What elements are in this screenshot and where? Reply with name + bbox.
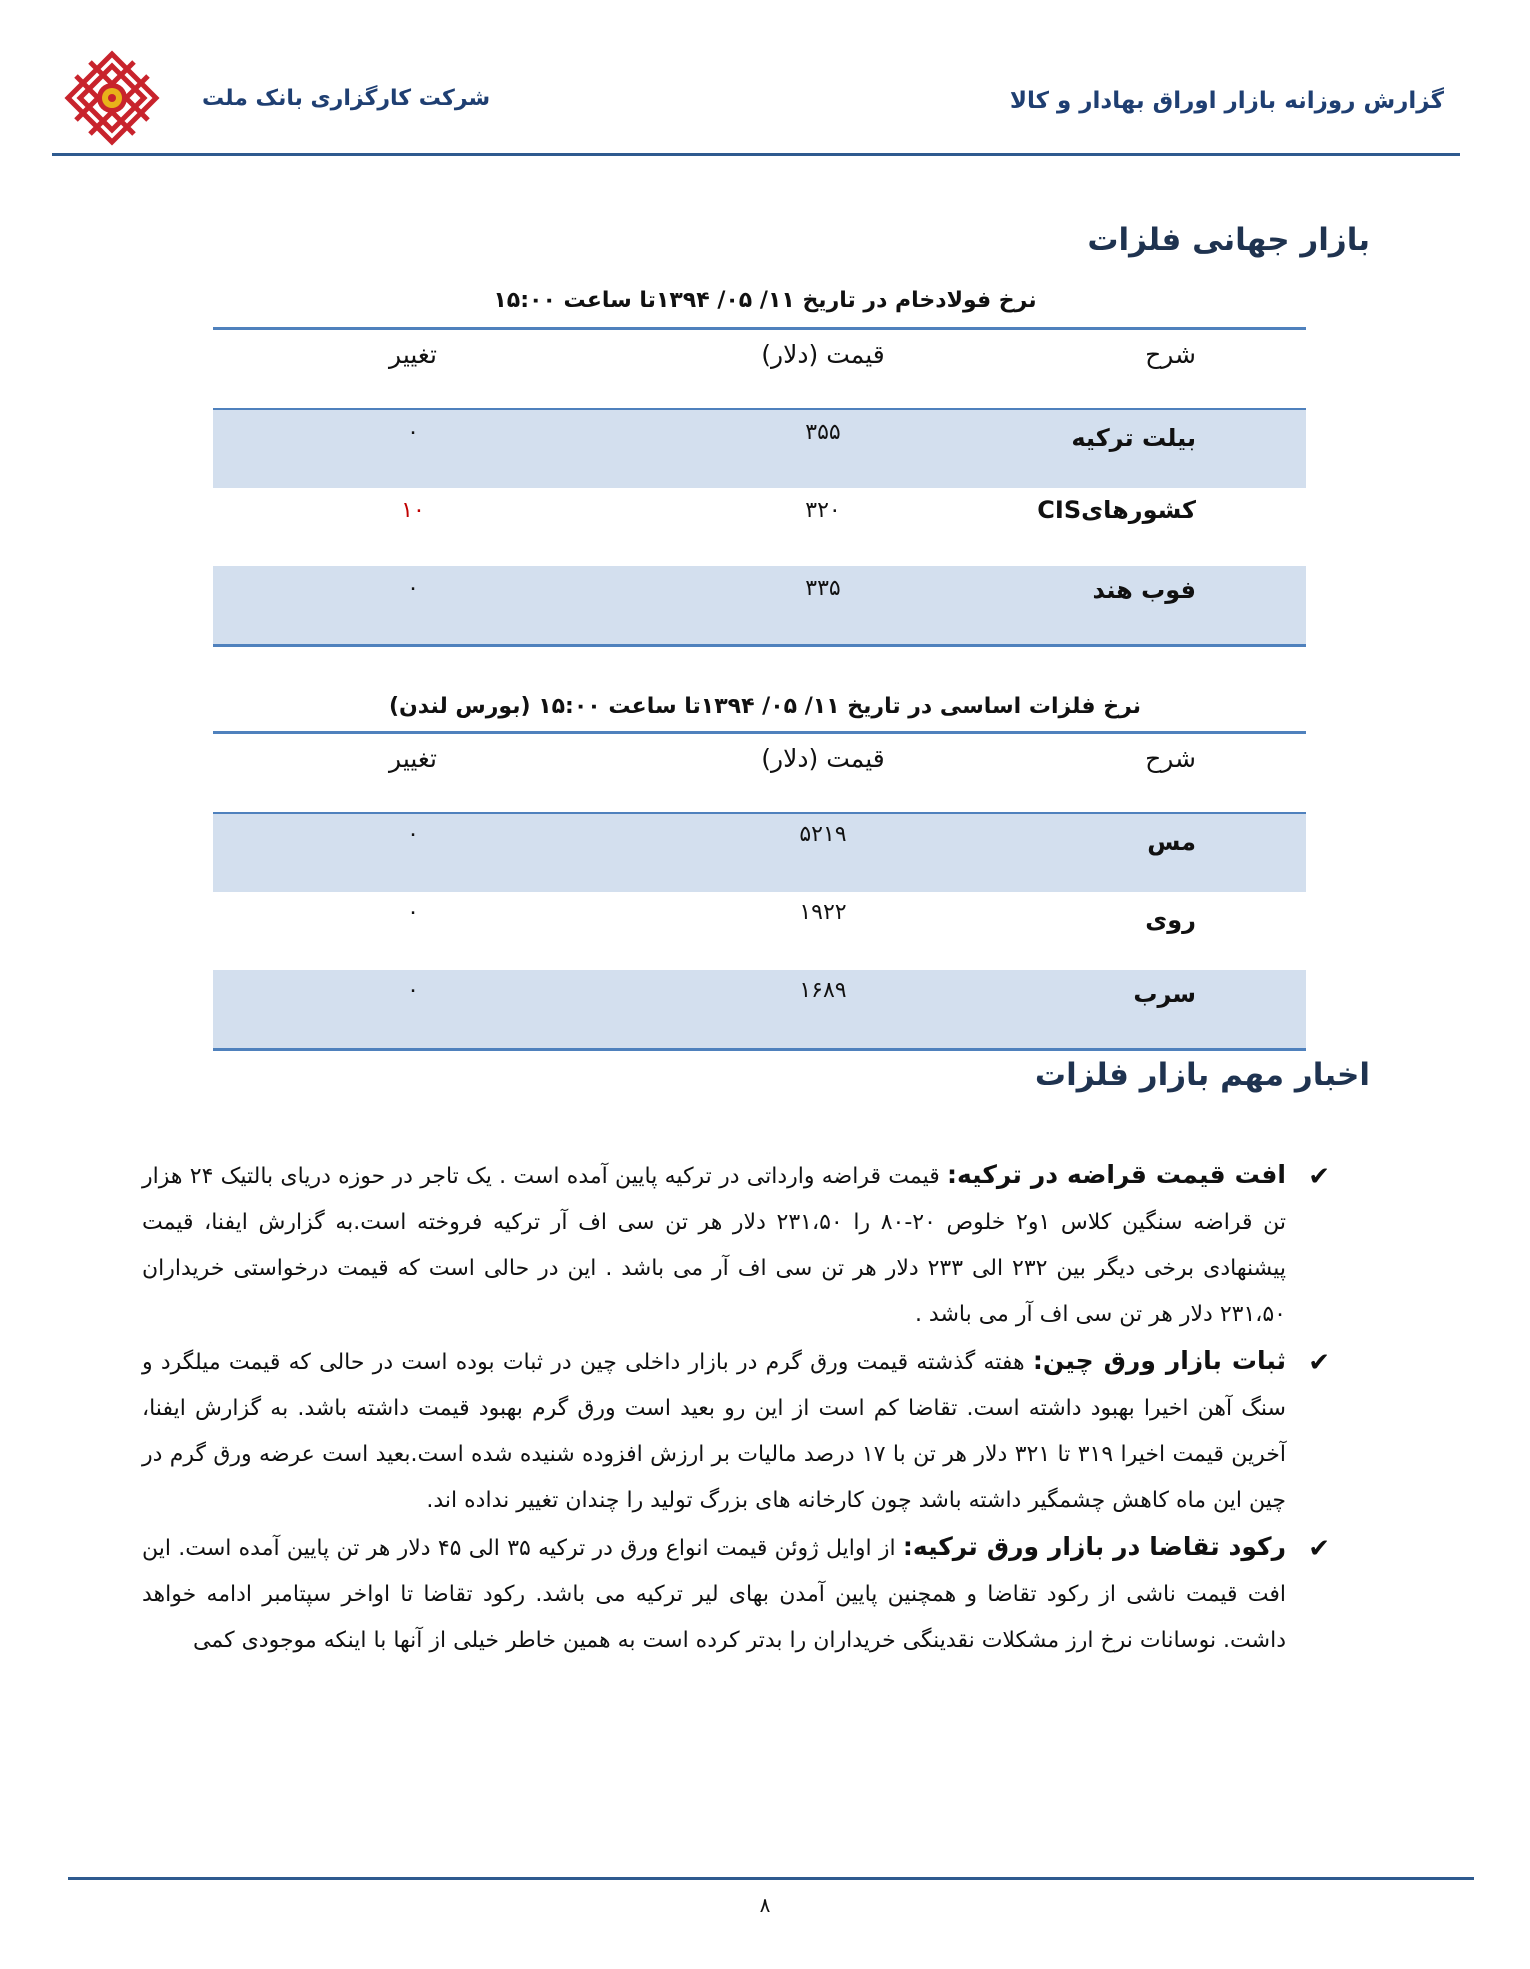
table1-caption: نرخ فولادخام در تاریخ ۱۱/ ۰۵/ ۱۳۹۴تا ساعت ۱۵:۰۰ <box>493 288 1037 313</box>
table2 <box>213 731 1306 1051</box>
row-price: ۳۵۵ <box>805 420 841 445</box>
news-list <box>142 1152 1332 1664</box>
footer-rule <box>68 1877 1474 1880</box>
table-row <box>213 488 1306 566</box>
table-header-row <box>213 734 1306 812</box>
row-name: کشورهایCIS <box>1037 496 1196 524</box>
row-change: ۰ <box>407 822 419 847</box>
page-number: ۸ <box>759 1893 771 1917</box>
header-name: شرح <box>1145 744 1196 773</box>
table-row <box>213 410 1306 488</box>
table-row <box>213 814 1306 892</box>
row-change: ۰ <box>407 978 419 1003</box>
row-name: فوب هند <box>1092 576 1196 604</box>
list-item <box>142 1524 1332 1664</box>
table1 <box>213 327 1306 647</box>
table-row <box>213 566 1306 644</box>
news-heading: رکود تقاضا در بازار ورق ترکیه: <box>902 1532 1286 1561</box>
row-change: ۰ <box>407 900 419 925</box>
report-title: گزارش روزانه بازار اوراق بهادار و کالا <box>1009 88 1444 114</box>
header-price: قیمت (دلار) <box>761 340 885 369</box>
section-title-global-metals: بازار جهانی فلزات <box>1087 222 1370 258</box>
row-price: ۳۲۰ <box>805 498 841 523</box>
news-text: هفته گذشته قیمت ورق گرم در بازار داخلی چین در ثبات بوده است در حالی که قیمت میلگرد و سنگ آهن اخیرا بهبود داشته است. تقاضا کم است از این رو بعید است ورق گرم بهبود قیمت داشته باشد. به گزارش ایفنا، آخرین قیمت اخیرا ۳۱۹ تا ۳۲۱ دلار هر تن با ۱۷ درصد مالیات بر ارزش افزوده شنیده شده است.بعید است عرضه ورق گرم در چین این ماه کاهش چشمگیر داشته باشد چون کارخانه های بزرگ تولید را چندان تغییر نداده اند. <box>142 1350 1286 1513</box>
news-heading: افت قیمت قراضه در ترکیه: <box>947 1160 1286 1189</box>
check-icon: ✔ <box>1308 1534 1330 1564</box>
row-name: بیلت ترکیه <box>1071 424 1196 452</box>
check-icon: ✔ <box>1308 1348 1330 1378</box>
row-change: ۰ <box>407 576 419 601</box>
news-text: قیمت قراضه وارداتی در ترکیه پایین آمده است . یک تاجر در حوزه دریای بالتیک ۲۴ هزار تن قراضه سنگین کلاس ۱و۲ خلوص ۲۰-۸۰ را ۲۳۱،۵۰ دلار هر تن سی اف آر ترکیه فروخته است.به گزارش ایفنا، قیمت پیشنهادی برخی دیگر بین ۲۳۲ الی ۲۳۳ دلار هر تن سی اف آر می باشد . این در حالی است که قیمت درخواستی خریداران ۲۳۱،۵۰ دلار هر تن سی اف آر می باشد . <box>142 1164 1286 1327</box>
row-price: ۵۲۱۹ <box>799 822 847 847</box>
header-left <box>62 48 490 148</box>
table-header-row <box>213 330 1306 408</box>
table-rule <box>213 1048 1306 1051</box>
company-name: شرکت کارگزاری بانک ملت <box>202 85 491 111</box>
section-title-metal-news: اخبار مهم بازار فلزات <box>1034 1057 1370 1093</box>
list-item <box>142 1152 1332 1338</box>
row-price: ۱۶۸۹ <box>799 978 847 1003</box>
header-rule <box>52 153 1460 156</box>
check-icon: ✔ <box>1308 1162 1330 1192</box>
table2-caption: نرخ فلزات اساسی در تاریخ ۱۱/ ۰۵/ ۱۳۹۴تا ساعت ۱۵:۰۰ (بورس لندن) <box>388 694 1142 719</box>
header-price: قیمت (دلار) <box>761 744 885 773</box>
table-row <box>213 892 1306 970</box>
table-rule <box>213 644 1306 647</box>
row-change: ۰ <box>407 420 419 445</box>
row-change: ۱۰ <box>401 498 425 523</box>
list-item <box>142 1338 1332 1524</box>
header-name: شرح <box>1145 340 1196 369</box>
row-price: ۳۳۵ <box>805 576 841 601</box>
row-price: ۱۹۲۲ <box>799 900 847 925</box>
bank-logo-icon <box>62 48 162 148</box>
news-heading: ثبات بازار ورق چین: <box>1032 1346 1286 1375</box>
row-name: سرب <box>1133 980 1196 1008</box>
news-text: از اوایل ژوئن قیمت انواع ورق در ترکیه ۳۵ الی ۴۵ دلار هر تن پایین آمده است. این افت قیمت ناشی از رکود تقاضا و همچنین پایین آمدن بهای لیر ترکیه می باشد. رکود تقاضا تا اواخر سپتامبر ادامه خواهد داشت. نوسانات نرخ ارز مشکلات نقدینگی خریداران را بدتر کرده است به همین خاطر خیلی از آنها با اینکه موجودی کمی <box>142 1536 1286 1653</box>
table-row <box>213 970 1306 1048</box>
row-name: روی <box>1145 906 1196 934</box>
header-change: تغییر <box>389 744 437 773</box>
row-name: مس <box>1147 828 1196 856</box>
header-change: تغییر <box>389 340 437 369</box>
